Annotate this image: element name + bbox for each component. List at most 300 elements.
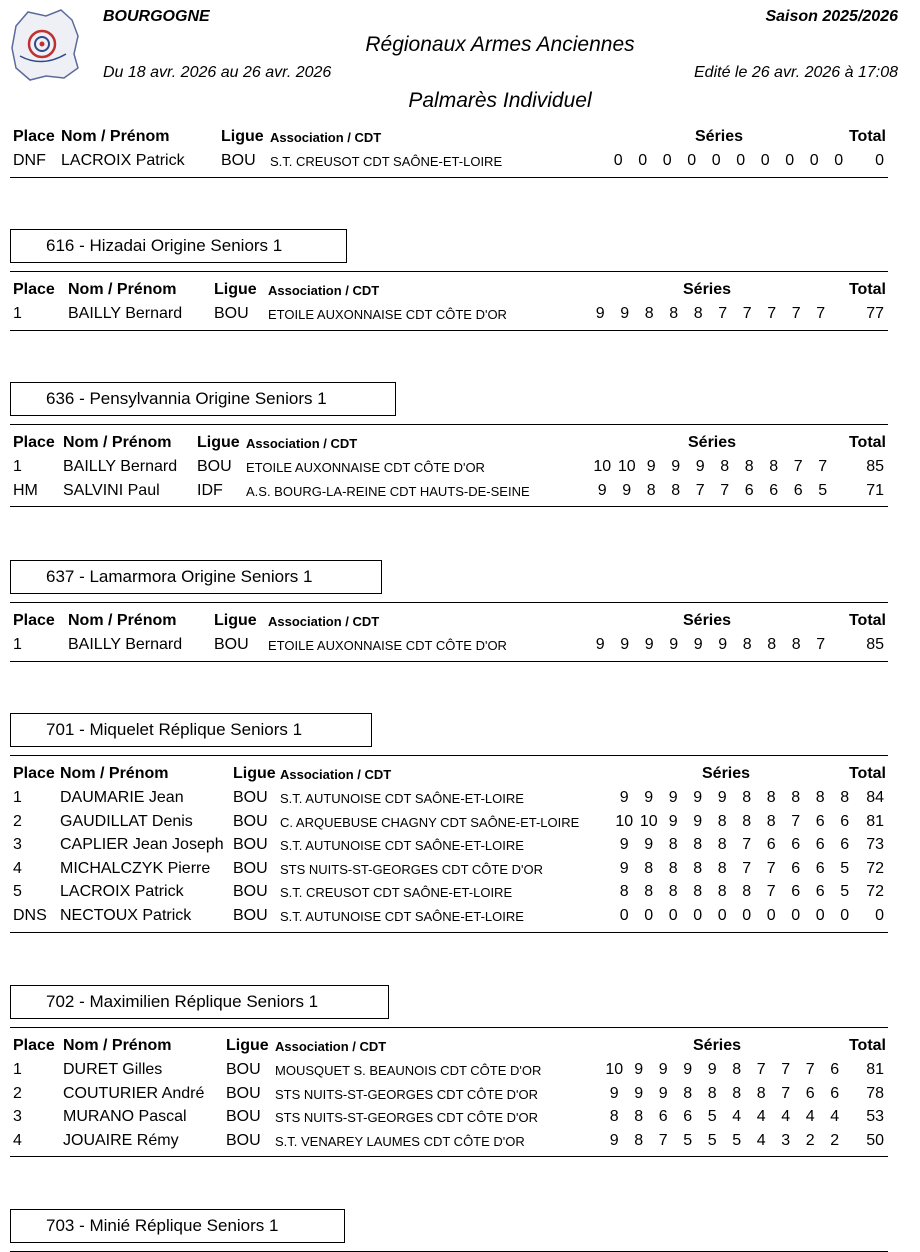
name-cell: MICHALCZYK Pierre — [60, 859, 211, 877]
series-score: 9 — [646, 458, 656, 475]
place-cell: 1 — [13, 305, 22, 322]
place-cell: 1 — [13, 636, 22, 653]
column-header-place: Place — [13, 612, 55, 629]
name-cell: GAUDILLAT Denis — [60, 812, 193, 830]
total-cell: 85 — [866, 636, 884, 653]
series-score: 9 — [707, 1061, 717, 1078]
column-header-series: Séries — [695, 128, 744, 145]
series-scores — [590, 458, 835, 476]
table-row — [10, 836, 888, 860]
header-rule — [10, 755, 888, 756]
series-score: 8 — [646, 481, 656, 499]
section-bottom-rule — [10, 661, 888, 662]
column-header-place: Place — [13, 281, 55, 298]
series-score: 6 — [769, 481, 779, 499]
series-score: 8 — [769, 458, 779, 475]
series-score: 9 — [718, 636, 728, 653]
name-cell: DAUMARIE Jean — [60, 789, 184, 806]
total-cell: 81 — [866, 812, 884, 830]
series-score: 0 — [736, 152, 746, 169]
ligue-cell: BOU — [233, 883, 268, 901]
association-cell: S.T. VENAREY LAUMES CDT CÔTE D'OR — [275, 1133, 525, 1149]
column-header-ligue: Ligue — [233, 765, 276, 782]
section-bottom-rule — [10, 932, 888, 933]
series-scores — [602, 1108, 847, 1126]
series-score: 8 — [815, 789, 825, 806]
total-cell: 81 — [866, 1061, 884, 1078]
total-cell: 84 — [866, 789, 884, 806]
association-cell: S.T. CREUSOT CDT SAÔNE-ET-LOIRE — [270, 154, 503, 169]
association-cell: A.S. BOURG-LA-REINE CDT HAUTS-DE-SEINE — [246, 483, 530, 499]
series-score: 6 — [766, 836, 776, 854]
series-score: 8 — [668, 883, 678, 901]
table-header — [10, 1037, 888, 1059]
column-header-total: Total — [848, 1037, 886, 1054]
total-cell: 77 — [866, 305, 884, 322]
column-header-name: Nom / Prénom — [60, 765, 169, 782]
series-score: 8 — [717, 859, 727, 877]
association-cell: STS NUITS-ST-GEORGES CDT CÔTE D'OR — [275, 1110, 538, 1126]
place-cell: 4 — [13, 1131, 22, 1149]
association-cell: C. ARQUEBUSE CHAGNY CDT SAÔNE-ET-LOIRE — [280, 814, 580, 830]
series-score: 8 — [634, 1108, 644, 1126]
series-score: 6 — [840, 812, 850, 830]
table-row — [10, 1061, 888, 1085]
series-score: 7 — [805, 1061, 815, 1078]
page-subtitle: Palmarès Individuel — [408, 89, 592, 112]
column-header-ligue: Ligue — [214, 281, 257, 298]
series-score: 2 — [830, 1131, 840, 1149]
series-score: 6 — [815, 812, 825, 830]
series-score: 8 — [717, 883, 727, 901]
ligue-cell: BOU — [226, 1108, 261, 1126]
total-cell: 0 — [875, 907, 884, 924]
series-score: 9 — [658, 1061, 668, 1078]
column-header-assoc: Association / CDT — [268, 283, 380, 298]
name-cell: MURANO Pascal — [63, 1108, 187, 1126]
series-score: 7 — [781, 1084, 791, 1102]
series-score: 9 — [595, 636, 605, 653]
series-scores — [588, 636, 833, 654]
series-score: 5 — [818, 481, 828, 499]
series-score: 9 — [717, 789, 727, 806]
ligue-cell: BOU — [214, 636, 249, 653]
section-title: 701 - Miquelet Réplique Seniors 1 — [10, 713, 372, 747]
name-cell: COUTURIER André — [63, 1084, 205, 1102]
series-score: 7 — [695, 481, 705, 499]
header-rule — [10, 271, 888, 272]
date-range: Du 18 avr. 2026 au 26 avr. 2026 — [103, 64, 332, 81]
series-score: 9 — [595, 305, 605, 322]
series-score: 5 — [840, 883, 850, 901]
series-score: 9 — [693, 812, 703, 830]
place-cell: 3 — [13, 836, 22, 854]
place-cell: 2 — [13, 812, 22, 830]
series-score: 9 — [658, 1084, 668, 1102]
table-row — [10, 860, 888, 884]
series-score: 8 — [767, 636, 777, 653]
series-score: 0 — [662, 152, 672, 169]
name-cell: BAILLY Bernard — [68, 305, 183, 322]
name-cell: JOUAIRE Rémy — [63, 1131, 179, 1149]
region-name: BOURGOGNE — [103, 8, 210, 25]
section-title: 636 - Pensylvannia Origine Seniors 1 — [10, 382, 396, 416]
name-cell: LACROIX Patrick — [60, 883, 184, 901]
series-score: 8 — [840, 789, 850, 806]
series-scores — [588, 305, 833, 323]
series-score: 9 — [683, 1061, 693, 1078]
name-cell: DURET Gilles — [63, 1061, 163, 1078]
place-cell: 3 — [13, 1108, 22, 1126]
series-score: 8 — [693, 836, 703, 854]
table-row — [10, 907, 888, 931]
association-cell: STS NUITS-ST-GEORGES CDT CÔTE D'OR — [280, 861, 543, 877]
series-scores — [606, 152, 851, 170]
section-bottom-rule — [10, 177, 888, 178]
series-score: 6 — [815, 883, 825, 901]
series-score: 0 — [619, 907, 629, 924]
series-score: 9 — [634, 1084, 644, 1102]
series-scores — [612, 907, 857, 925]
name-cell: LACROIX Patrick — [61, 152, 185, 169]
place-cell: 1 — [13, 789, 22, 806]
series-score: 0 — [834, 152, 844, 169]
column-header-ligue: Ligue — [226, 1037, 269, 1054]
column-header-total: Total — [848, 765, 886, 782]
series-score: 4 — [756, 1131, 766, 1149]
series-score: 6 — [815, 859, 825, 877]
column-header-name: Nom / Prénom — [68, 281, 177, 298]
table-row — [10, 813, 888, 837]
column-header-series: Séries — [683, 281, 732, 298]
column-header-name: Nom / Prénom — [61, 128, 170, 145]
series-score: 7 — [767, 305, 777, 322]
series-score: 8 — [766, 812, 776, 830]
series-score: 9 — [597, 481, 607, 499]
total-cell: 73 — [866, 836, 884, 854]
series-score: 8 — [693, 883, 703, 901]
header-rule — [10, 1027, 888, 1028]
series-score: 7 — [720, 481, 730, 499]
table-row — [10, 1085, 888, 1109]
series-score: 9 — [693, 636, 703, 653]
series-score: 6 — [791, 859, 801, 877]
series-score: 0 — [668, 907, 678, 924]
series-score: 7 — [816, 305, 826, 322]
series-score: 4 — [756, 1108, 766, 1126]
ligue-cell: IDF — [197, 481, 223, 499]
series-score: 8 — [720, 458, 730, 475]
series-score: 6 — [805, 1084, 815, 1102]
column-header-name: Nom / Prénom — [63, 1037, 172, 1054]
column-header-series: Séries — [693, 1037, 742, 1054]
series-score: 6 — [683, 1108, 693, 1126]
series-score: 6 — [744, 481, 754, 499]
series-score: 8 — [717, 836, 727, 854]
series-score: 0 — [791, 907, 801, 924]
series-scores — [612, 836, 857, 854]
association-cell: S.T. AUTUNOISE CDT SAÔNE-ET-LOIRE — [280, 909, 524, 924]
series-scores — [612, 813, 857, 831]
column-header-series: Séries — [702, 765, 751, 782]
series-score: 9 — [622, 481, 632, 499]
series-score: 8 — [742, 636, 752, 653]
total-cell: 72 — [866, 859, 884, 877]
series-scores — [602, 1085, 847, 1103]
series-score: 9 — [669, 636, 679, 653]
ligue-cell: BOU — [233, 859, 268, 877]
table-header — [10, 434, 888, 456]
place-cell: 2 — [13, 1084, 22, 1102]
place-cell: 1 — [13, 1061, 22, 1078]
series-score: 7 — [742, 836, 752, 854]
series-score: 8 — [609, 1108, 619, 1126]
series-score: 9 — [644, 836, 654, 854]
ligue-cell: BOU — [226, 1084, 261, 1102]
table-row — [10, 636, 888, 660]
series-score: 7 — [658, 1131, 668, 1149]
series-score: 0 — [711, 152, 721, 169]
name-cell: NECTOUX Patrick — [60, 907, 192, 924]
association-cell: STS NUITS-ST-GEORGES CDT CÔTE D'OR — [275, 1086, 538, 1102]
column-header-assoc: Association / CDT — [280, 767, 392, 782]
series-score: 8 — [634, 1131, 644, 1149]
series-score: 8 — [742, 883, 752, 901]
series-score: 4 — [830, 1108, 840, 1126]
section-bottom-rule — [10, 1156, 888, 1157]
name-cell: SALVINI Paul — [63, 481, 160, 499]
series-score: 0 — [687, 152, 697, 169]
ligue-cell: BOU — [197, 458, 232, 475]
series-score: 8 — [756, 1084, 766, 1102]
series-score: 7 — [766, 883, 776, 901]
series-score: 8 — [717, 812, 727, 830]
column-header-place: Place — [13, 1037, 55, 1054]
edition-timestamp: Edité le 26 avr. 2026 à 17:08 — [694, 64, 898, 81]
series-score: 7 — [818, 458, 828, 475]
series-score: 9 — [671, 458, 681, 475]
ligue-cell: BOU — [233, 812, 268, 830]
place-cell: 1 — [13, 458, 22, 475]
series-score: 6 — [815, 836, 825, 854]
name-cell: BAILLY Bernard — [68, 636, 183, 653]
series-score: 10 — [593, 458, 612, 475]
series-score: 9 — [619, 789, 629, 806]
season-label: Saison 2025/2026 — [765, 8, 898, 25]
series-score: 8 — [644, 859, 654, 877]
table-row — [10, 152, 888, 176]
series-score: 5 — [707, 1108, 717, 1126]
section-title: 616 - Hizadai Origine Seniors 1 — [10, 229, 347, 263]
column-header-name: Nom / Prénom — [68, 612, 177, 629]
series-score: 8 — [619, 883, 629, 901]
table-header — [10, 281, 888, 303]
series-score: 8 — [683, 1084, 693, 1102]
series-scores — [612, 789, 857, 807]
column-header-name: Nom / Prénom — [63, 434, 172, 451]
series-score: 5 — [707, 1131, 717, 1149]
place-cell: 5 — [13, 883, 22, 901]
series-score: 8 — [766, 789, 776, 806]
series-score: 6 — [830, 1061, 840, 1078]
series-score: 6 — [830, 1084, 840, 1102]
series-scores — [612, 883, 857, 901]
series-score: 4 — [805, 1108, 815, 1126]
column-header-series: Séries — [688, 434, 737, 451]
series-score: 8 — [644, 883, 654, 901]
total-cell: 85 — [866, 458, 884, 475]
series-score: 0 — [717, 907, 727, 924]
column-header-ligue: Ligue — [221, 128, 264, 145]
series-score: 8 — [707, 1084, 717, 1102]
table-header — [10, 765, 888, 787]
series-score: 9 — [609, 1131, 619, 1149]
series-score: 9 — [695, 458, 705, 475]
series-score: 7 — [791, 305, 801, 322]
column-header-total: Total — [848, 281, 886, 298]
column-header-ligue: Ligue — [214, 612, 257, 629]
table-header — [10, 128, 888, 150]
series-score: 0 — [766, 907, 776, 924]
association-cell: ETOILE AUXONNAISE CDT CÔTE D'OR — [268, 638, 507, 653]
series-score: 9 — [693, 789, 703, 806]
column-header-assoc: Association / CDT — [246, 436, 358, 451]
series-score: 7 — [756, 1061, 766, 1078]
table-row — [10, 883, 888, 907]
table-row — [10, 789, 888, 813]
section-title: 703 - Minié Réplique Seniors 1 — [10, 1209, 345, 1243]
table-row — [10, 482, 888, 506]
total-cell: 53 — [866, 1108, 884, 1126]
series-score: 6 — [791, 836, 801, 854]
series-score: 8 — [732, 1084, 742, 1102]
table-row — [10, 1108, 888, 1132]
series-score: 10 — [639, 812, 658, 830]
series-score: 9 — [668, 789, 678, 806]
column-header-place: Place — [13, 128, 55, 145]
series-score: 0 — [840, 907, 850, 924]
series-score: 8 — [669, 305, 679, 322]
series-score: 8 — [742, 789, 752, 806]
series-scores — [590, 482, 835, 500]
series-score: 8 — [791, 636, 801, 653]
place-cell: DNS — [13, 907, 47, 924]
ligue-cell: BOU — [226, 1061, 261, 1078]
series-score: 9 — [644, 789, 654, 806]
ligue-cell: BOU — [233, 789, 268, 806]
series-score: 7 — [742, 859, 752, 877]
series-score: 0 — [815, 907, 825, 924]
series-score: 0 — [809, 152, 819, 169]
association-cell: MOUSQUET S. BEAUNOIS CDT CÔTE D'OR — [275, 1063, 542, 1078]
total-cell: 71 — [866, 481, 884, 499]
series-score: 0 — [760, 152, 770, 169]
series-score: 8 — [732, 1061, 742, 1078]
series-score: 4 — [732, 1108, 742, 1126]
association-cell: S.T. AUTUNOISE CDT SAÔNE-ET-LOIRE — [280, 791, 524, 806]
ligue-cell: BOU — [221, 152, 256, 169]
series-score: 9 — [609, 1084, 619, 1102]
header-rule — [10, 602, 888, 603]
section-bottom-rule — [10, 506, 888, 507]
series-score: 6 — [793, 481, 803, 499]
series-score: 8 — [744, 458, 754, 475]
association-cell: ETOILE AUXONNAISE CDT CÔTE D'OR — [268, 307, 507, 322]
series-score: 0 — [638, 152, 648, 169]
series-score: 5 — [840, 859, 850, 877]
total-cell: 78 — [866, 1084, 884, 1102]
series-score: 7 — [793, 458, 803, 475]
section-bottom-rule — [10, 330, 888, 331]
series-score: 9 — [619, 836, 629, 854]
series-score: 8 — [668, 859, 678, 877]
name-cell: BAILLY Bernard — [63, 458, 178, 475]
series-score: 0 — [785, 152, 795, 169]
series-scores — [602, 1132, 847, 1150]
series-score: 8 — [644, 305, 654, 322]
series-score: 8 — [791, 789, 801, 806]
ligue-cell: BOU — [233, 836, 268, 854]
table-row — [10, 458, 888, 482]
ligue-cell: BOU — [233, 907, 268, 924]
series-score: 7 — [742, 305, 752, 322]
series-score: 0 — [644, 907, 654, 924]
series-score: 8 — [693, 859, 703, 877]
series-score: 10 — [605, 1061, 624, 1078]
table-row — [10, 305, 888, 329]
series-score: 6 — [658, 1108, 668, 1126]
series-score: 10 — [617, 458, 636, 475]
association-cell: S.T. CREUSOT CDT SAÔNE-ET-LOIRE — [280, 885, 513, 901]
series-score: 7 — [718, 305, 728, 322]
name-cell: CAPLIER Jean Joseph — [60, 836, 224, 854]
place-cell: 4 — [13, 859, 22, 877]
series-score: 8 — [693, 305, 703, 322]
association-cell: ETOILE AUXONNAISE CDT CÔTE D'OR — [246, 460, 485, 475]
column-header-total: Total — [848, 128, 886, 145]
series-score: 5 — [732, 1131, 742, 1149]
series-score: 7 — [791, 812, 801, 830]
series-score: 8 — [742, 812, 752, 830]
column-header-assoc: Association / CDT — [275, 1039, 387, 1054]
series-score: 2 — [805, 1131, 815, 1149]
ligue-cell: BOU — [214, 305, 249, 322]
competition-title: Régionaux Armes Anciennes — [365, 33, 635, 56]
series-scores — [612, 860, 857, 878]
header-rule — [10, 424, 888, 425]
series-score: 9 — [620, 636, 630, 653]
section-title: 702 - Maximilien Réplique Seniors 1 — [10, 985, 389, 1019]
total-cell: 50 — [866, 1131, 884, 1149]
series-score: 6 — [840, 836, 850, 854]
place-cell: HM — [13, 481, 38, 499]
series-score: 9 — [668, 812, 678, 830]
column-header-series: Séries — [683, 612, 732, 629]
series-score: 9 — [644, 636, 654, 653]
series-score: 9 — [634, 1061, 644, 1078]
column-header-ligue: Ligue — [197, 434, 240, 451]
series-score: 7 — [766, 859, 776, 877]
series-score: 7 — [781, 1061, 791, 1078]
column-header-total: Total — [848, 612, 886, 629]
series-score: 8 — [671, 481, 681, 499]
table-row — [10, 1132, 888, 1156]
total-cell: 72 — [866, 883, 884, 901]
ligue-cell: BOU — [226, 1131, 261, 1149]
association-cell: S.T. AUTUNOISE CDT SAÔNE-ET-LOIRE — [280, 838, 524, 854]
series-score: 6 — [791, 883, 801, 901]
column-header-assoc: Association / CDT — [270, 130, 382, 145]
